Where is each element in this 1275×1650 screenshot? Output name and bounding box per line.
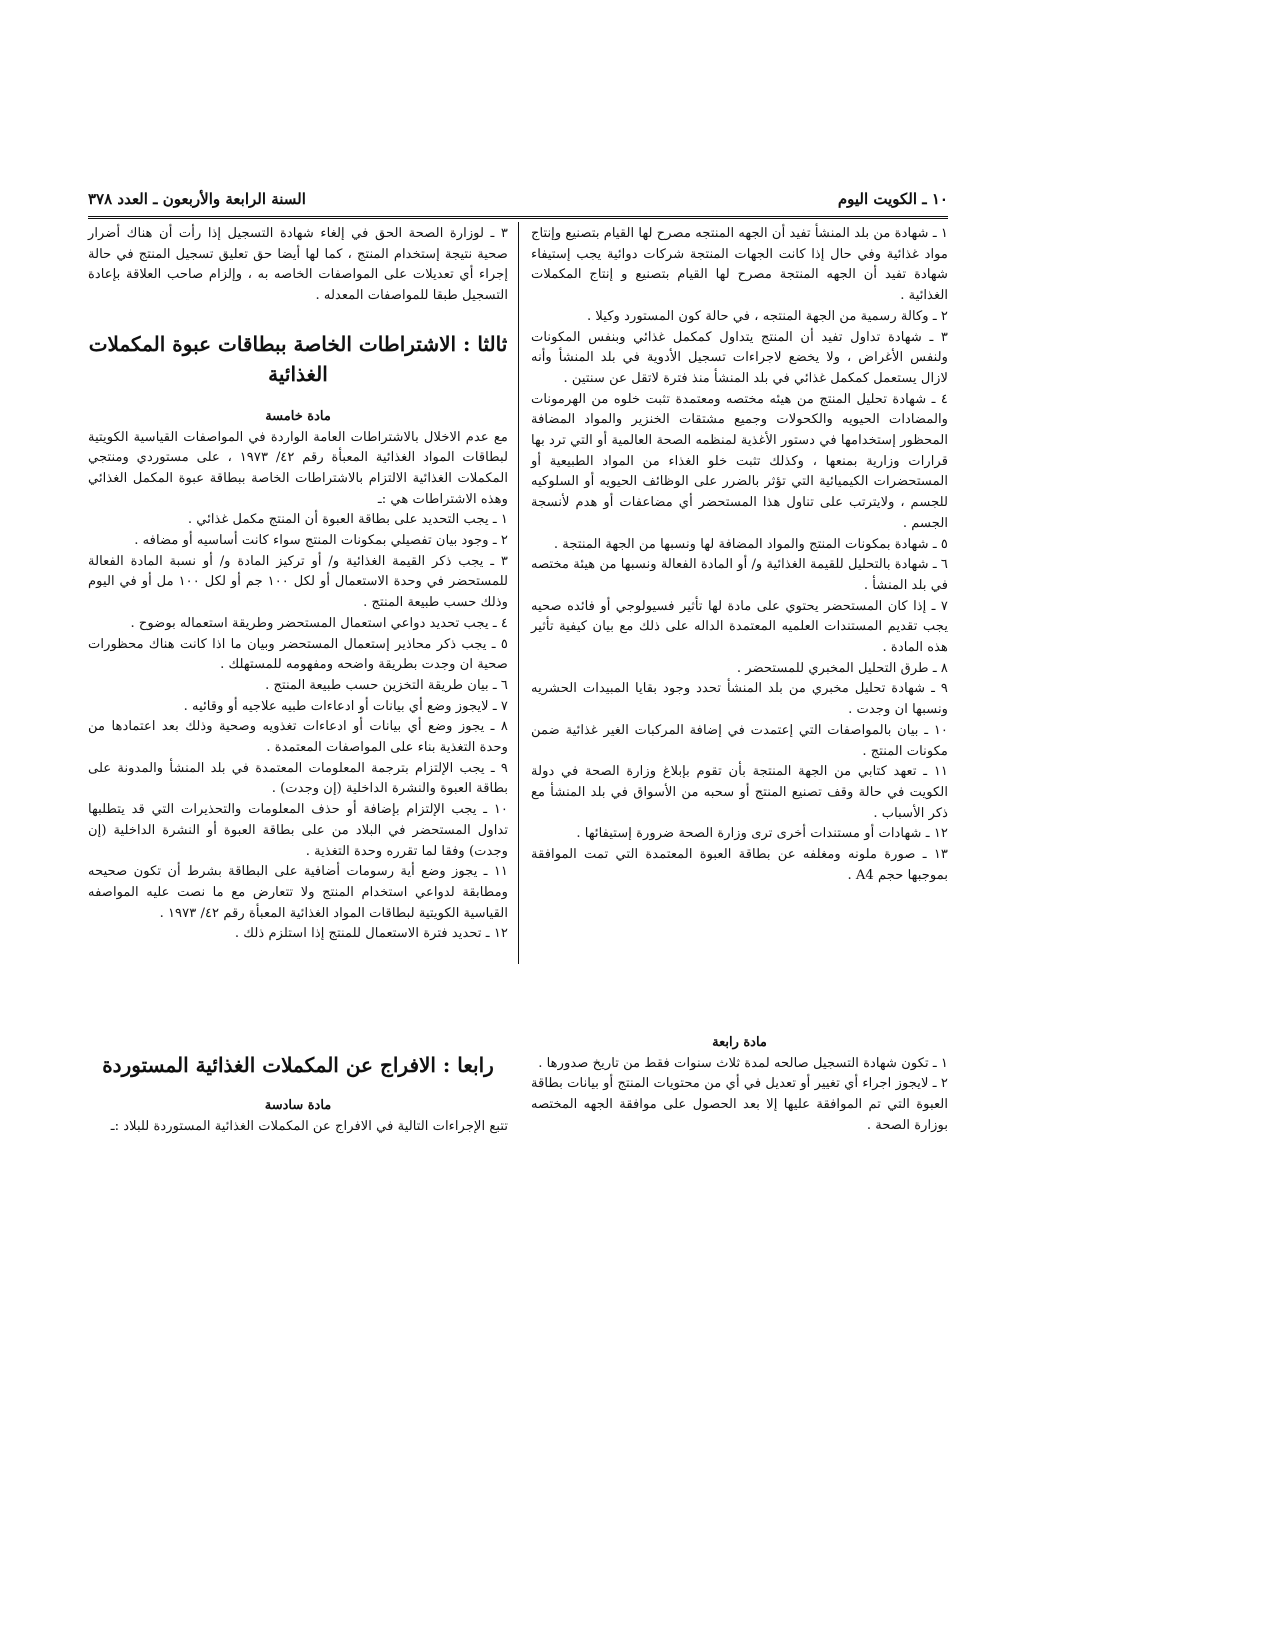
list-item: ١٢ ـ تحديد فترة الاستعمال للمنتج إذا استلزم ذلك . (234, 926, 508, 942)
list-item: ٦ ـ شهادة بالتحليل للقيمة الغذائية و/ أو المادة الفعالة ونسبها من هيئة مختصه في بلد المنشأ . (531, 557, 948, 593)
list-item: ٦ ـ بيان طريقة التخزين حسب طبيعة المنتج . (265, 677, 508, 693)
left-column (88, 224, 508, 945)
list-item: ٨ ـ طرق التحليل المخبري للمستحضر . (736, 660, 948, 676)
article-heading-five: مادة خامسة (265, 408, 331, 424)
list-item: ٨ ـ يجوز وضع أي بيانات أو ادعاءات تغذويه وصحية وذلك بعد اعتمادها من وحدة التغذية بناء على المواصفات المعتمدة . (88, 719, 508, 756)
list-item: ٢ ـ وكالة رسمية من الجهة المنتجه ، في حالة كون المستورد وكيلا . (587, 308, 948, 324)
list-item: ١٠ ـ يجب الإلتزام بإضافة أو حذف المعلومات والتحذيرات التي قد يتطلبها تداول المستحضر في البلاد من على بطاقة العبوة أو النشرة الداخلية (إن وجدت) وفقا لما تقرره وحدة التغذية . (88, 802, 508, 859)
list-item: ٥ ـ شهادة بمكونات المنتج والمواد المضافة لها ونسبها من الجهة المنتجة . (553, 536, 948, 552)
column-divider (518, 222, 519, 964)
list-item: ٧ ـ إذا كان المستحضر يحتوي على مادة لها تأثير فسيولوجي أو فائده صحيه يجب تقديم المستندات العلميه المعتمدة الداله على ذلك مع بيان كيفية تأثير هذه المادة . (531, 598, 948, 656)
list-item: ١ ـ يجب التحديد على بطاقة العبوة أن المنتج مكمل غذائي . (187, 512, 508, 528)
article-heading-six: مادة سادسة (264, 1098, 332, 1113)
list-item: ٤ ـ يجب تحديد دواعي استعمال المستحضر وطريقة استعماله بوضوح . (130, 615, 508, 631)
list-item: ٢ ـ لايجوز اجراء أي تغيير أو تعديل في أي من محتويات المنتج أو بيانات بطاقة العبوة التي تم الموافقة عليها إلا بعد الحصول على موافقة الجهه المختصه بوزارة الصحة . (531, 1076, 948, 1133)
page-number-label: ١٠ ـ الكويت اليوم (837, 190, 948, 208)
page-header (88, 190, 948, 214)
article-heading-four: مادة رابعة (712, 1035, 767, 1050)
article-intro: تتبع الإجراءات التالية في الافراج عن المكملات الغذائية المستوردة للبلاد :ـ (110, 1118, 508, 1134)
lower-right-block (531, 1033, 948, 1137)
list-item: ٤ ـ شهادة تحليل المنتج من هيئه مختصه ومعتمدة تثبت خلوه من الهرمونات والمضادات الحيويه والكحولات وجميع مشتقات الخنزير والمواد المضافة المحظور إستخدامها في دستور الأغذية لمنظمه الصحة العالمية أو التي ترد بها قرارات وزارية بمنعها ، وكذلك تثبت خلو الغذاء من المواد الطبيعية أو المستحضرات الكيميائية التي تؤثر بالضرر على الوظائف الحيويه أو السلوكيه للجسم ، ولايترتب على تناول هذا المستحضر أي مضاعفات أو هدم لأنسجة الجسم . (531, 391, 948, 531)
header-rule (88, 216, 948, 219)
right-column (531, 224, 948, 887)
list-item: ٧ ـ لايجوز وضع أي بيانات أو ادعاءات طبيه علاجيه أو وقائيه . (183, 698, 508, 714)
list-item: ١١ ـ يجوز وضع أية رسومات أضافية على البطاقة بشرط أن تكون صحيحه ومطابقة لدواعي استخدام المنتج ولا تتعارض مع ما نصت عليه المواصفه القياسية الكويتية لبطاقات المواد الغذائية المعبأة رقم ٤٢/ ١٩٧٣ . (88, 864, 508, 921)
section-title-release: رابعا : الافراج عن المكملات الغذائية المستوردة (102, 1053, 494, 1077)
list-item: ٢ ـ وجود بيان تفصيلي بمكونات المنتج سواء كانت أساسيه أو مضافه . (134, 533, 508, 549)
list-item: ٣ ـ شهادة تداول تفيد أن المنتج يتداول كمكمل غذائي وبنفس المكونات ولنفس الأغراض ، ولا يخضع لاجراءات تسجيل الأدوية في بلد المنشأ وأنه لازال يستعمل كمكمل غذائي في بلد المنشأ منذ فترة لاتقل عن سنتين . (531, 329, 948, 386)
list-item: ٩ ـ شهادة تحليل مخبري من بلد المنشأ تحدد وجود بقايا المبيدات الحشريه ونسبها ان وجدت . (531, 681, 948, 718)
list-item: ١ ـ تكون شهادة التسجيل صالحه لمدة ثلاث سنوات فقط من تاريخ صدورها . (538, 1055, 948, 1071)
list-item: ٩ ـ يجب الإلتزام بترجمة المعلومات المعتمدة في بلد المنشأ والمدونة على بطاقة العبوة والنشرة الداخلية (إن وجدت) . (88, 760, 508, 797)
issue-label: السنة الرابعة والأربعون ـ العدد ٣٧٨ (88, 190, 306, 208)
list-item: ١ ـ شهادة من بلد المنشأ تفيد أن الجهه المنتجه مصرح لها القيام بتصنيع وإنتاج مواد غذائية وفي حال إذا كانت الجهات المنتجة شركات دوائية يجب إستيفاء شهادة تفيد أن الجهه المنتجة مصرح لها القيام بتصنيع و إنتاج المكملات الغذائية . (531, 226, 948, 304)
lower-left-block (88, 1050, 508, 1137)
list-item: ١١ ـ تعهد كتابي من الجهة المنتجة بأن تقوم بإبلاغ وزارة الصحة في دولة الكويت في حالة وقف تصنيع المنتج أو سحبه من الأسواق في بلد المنشأ مع ذكر الأسباب . (531, 764, 948, 821)
list-item: ٥ ـ يجب ذكر محاذير إستعمال المستحضر وبيان ما اذا كانت هناك محظورات صحية ان وجدت بطريقة واضحه ومفهومه للمستهلك . (88, 636, 508, 673)
list-item: ٣ ـ يجب ذكر القيمة الغذائية و/ أو تركيز المادة و/ أو نسبة المادة الفعالة للمستحضر في وحدة الاستعمال أو لكل ١٠٠ جم أو لكل ١٠٠ مل أو في اليوم وذلك حسب طبيعة المنتج . (88, 553, 508, 611)
list-item: ٣ ـ لوزارة الصحة الحق في إلغاء شهادة التسجيل إذا رأت أن هناك أضرار صحية نتيجة إستخدام المنتج ، كما لها أيضا حق تعليق تسجيل المنتج في حالة إجراء أي تعديلات على المواصفات الخاصه به ، وإلزام صاحب العلاقة بإعادة التسجيل طبقا للمواصفات المعدله . (88, 226, 508, 304)
list-item: ١٢ ـ شهادات أو مستندات أخرى ترى وزارة الصحة ضرورة إستيفائها . (576, 826, 948, 842)
list-item: ١٠ ـ بيان بالمواصفات التي إعتمدت في إضافة المركبات الغير غذائية ضمن مكونات المنتج . (531, 722, 948, 759)
article-intro: مع عدم الاخلال بالاشتراطات العامة الواردة في المواصفات القياسية الكويتية لبطاقات المواد الغذائية المعبأة رقم ٤٢/ ١٩٧٣ ، على مستوردي ومنتجي المكملات الغذائية الالتزام بالاشتراطات الخاصة ببطاقة عبوة المكمل الغذائي وهذه الاشتراطات هي :ـ (88, 429, 508, 507)
section-title-labels: ثالثا : الاشتراطات الخاصة ببطاقات عبوة المكملات الغذائية (88, 331, 508, 386)
list-item: ١٣ ـ صورة ملونه ومغلفه عن بطاقة العبوة المعتمدة التي تمت الموافقة بموجبها حجم A4 . (531, 847, 948, 883)
